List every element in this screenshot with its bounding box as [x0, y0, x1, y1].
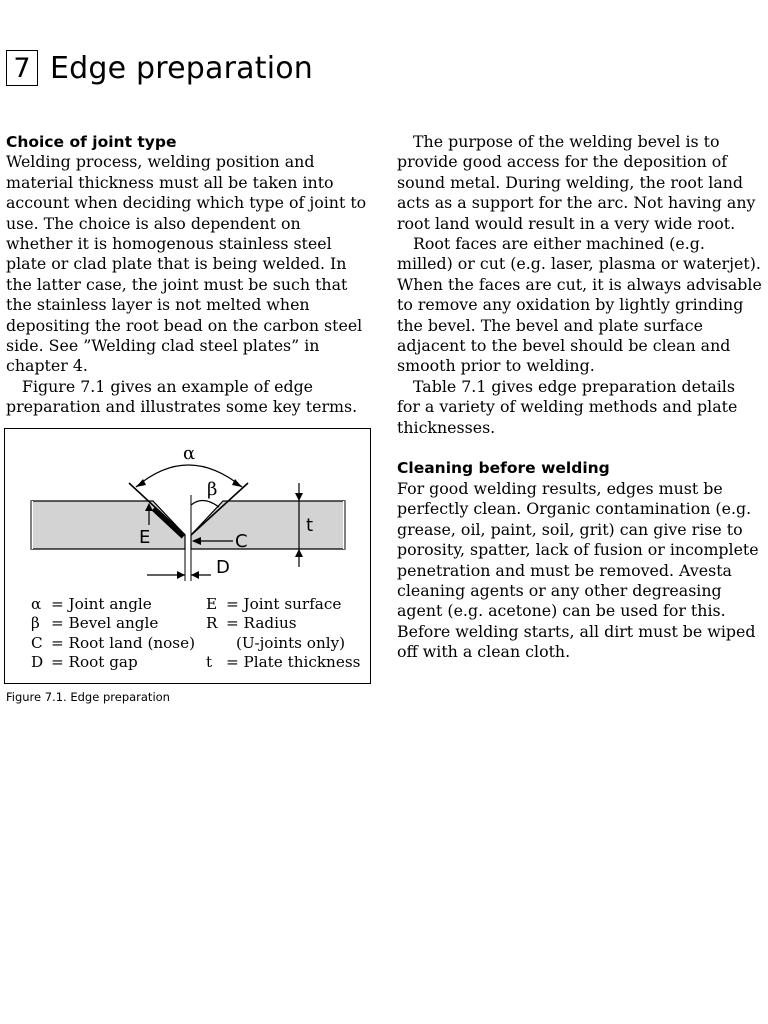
section-heading-joint-type: Choice of joint type: [6, 133, 177, 151]
d-arrow-head-left: [177, 571, 185, 579]
chapter-number: 7: [6, 50, 38, 86]
label-alpha: α: [183, 443, 196, 464]
chapter-title: Edge preparation: [50, 50, 314, 86]
right-plate: [191, 501, 345, 549]
spacer: [397, 438, 762, 458]
paragraph: Welding process, welding position and material thickness must all be taken into account when deciding which type of joint to use. The choice is also dependent on whether it is homogenous stainless steel plate or clad plate that is being welded. In the latter case, the joint must be such that the stainless layer is not melted when depositing the root bead on the carbon steel side. See ”Welding clad steel plates” in chapter 4.: [6, 152, 367, 376]
legend-item: E = Joint surface: [206, 595, 342, 613]
alpha-arc: [136, 465, 242, 487]
legend-right: [206, 595, 360, 672]
label-E: E: [139, 527, 151, 548]
paragraph: For good welding results, edges must be perfectly clean. Organic contamination (e.g. grease, oil, paint, soil, grit) can give rise to porosity, spatter, lack of fusion or incomplete penetration and must be removed. Avesta cleaning agents or any other degreasing agent (e.g. acetone) can be used for this. Before welding starts, all dirt must be wiped off with a clean cloth.: [397, 478, 759, 662]
legend-item: (U-joints only): [236, 633, 346, 652]
figure-caption: Figure 7.1. Edge preparation: [6, 690, 170, 704]
legend-item: t = Plate thickness: [206, 652, 361, 671]
paragraph: Root faces are either machined (e.g. milled) or cut (e.g. laser, plasma or waterjet). When the faces are cut, it is always advisable to remove any oxidation by lightly grinding the bevel. The bevel and plate surface adjacent to the bevel should be clean and smooth prior to welding.: [397, 234, 762, 376]
legend-item: C = Root land (nose): [31, 633, 196, 652]
legend-item: R = Radius: [206, 614, 297, 633]
left-plate: [31, 501, 185, 549]
label-D: D: [216, 557, 230, 578]
legend-item: α = Joint angle: [31, 595, 152, 613]
section-heading-cleaning: Cleaning before welding: [397, 459, 610, 478]
plate-break-left: [27, 501, 33, 549]
t-arrow-head-bottom: [295, 549, 303, 557]
paragraph: The purpose of the welding bevel is to provide good access for the deposition of sound metal. During welding, the root land acts as a support for the arc. Not having any root land would result in a very wide root.: [397, 132, 756, 233]
label-t: t: [306, 515, 314, 536]
chapter-header: [6, 50, 313, 86]
legend-item: D = Root gap: [31, 652, 138, 671]
legend-item: β = Bevel angle: [31, 614, 159, 633]
right-column: [397, 132, 762, 663]
paragraph: Table 7.1 gives edge preparation details for a variety of welding methods and plate thicknesses.: [397, 376, 738, 437]
label-C: C: [235, 531, 248, 552]
plate-break-right: [343, 501, 349, 549]
t-arrow-head-top: [295, 493, 303, 501]
legend-left: [31, 595, 195, 672]
label-beta: β: [207, 479, 218, 500]
paragraph: Figure 7.1 gives an example of edge preparation and illustrates some key terms.: [6, 376, 358, 417]
left-column: [6, 132, 368, 418]
beta-arc: [191, 500, 219, 507]
d-arrow-head-right: [191, 571, 199, 579]
figure-edge-preparation: [4, 428, 371, 684]
